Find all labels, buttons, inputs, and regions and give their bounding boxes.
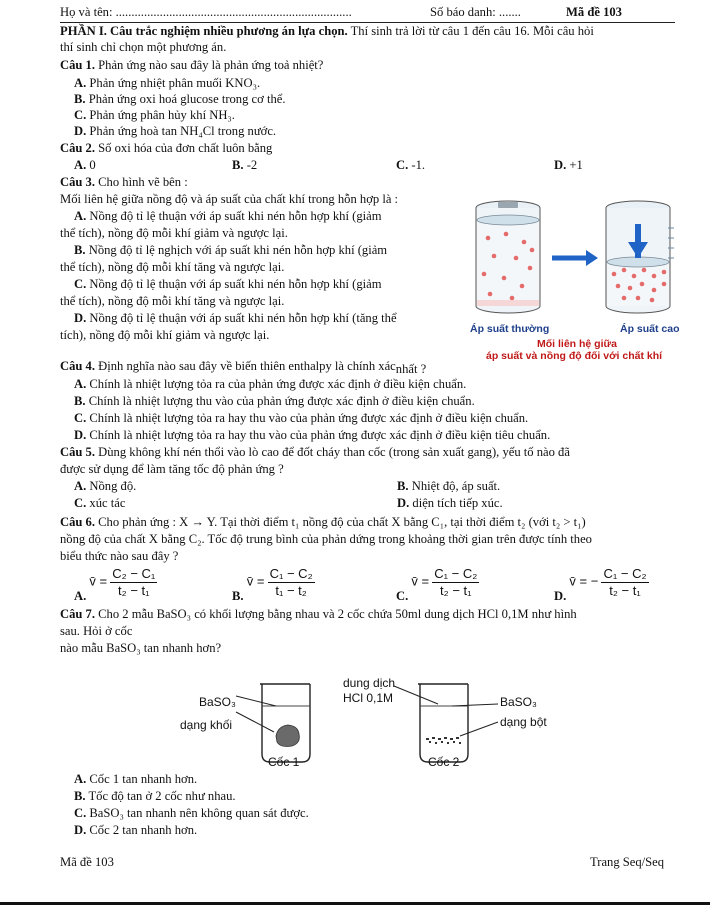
footer-exam-code: Mã đề 103 bbox=[60, 855, 114, 869]
option-text: Nồng độ tỉ lệ thuận với áp suất khi nén hỗn hợp khí (giảm bbox=[89, 209, 382, 223]
option-letter: A. bbox=[74, 158, 87, 172]
option-letter: A. bbox=[74, 377, 87, 391]
q4-option-c[interactable] bbox=[74, 411, 528, 427]
option-text: Chính là nhiệt lượng tỏa ra của phản ứng được xác định ở điều kiện chuẩn. bbox=[89, 377, 467, 391]
option-letter: A. bbox=[74, 772, 87, 786]
q6-option-a[interactable] bbox=[74, 566, 157, 603]
option-letter: C. bbox=[74, 806, 87, 820]
part1-heading bbox=[60, 24, 594, 40]
numerator: C₁ − C₂ bbox=[432, 566, 479, 583]
option-letter: A. bbox=[74, 479, 87, 493]
fig-label-hcl: HCl 0,1M bbox=[343, 691, 394, 705]
q4-stem bbox=[60, 359, 426, 375]
q3-text: Cho hình vẽ bên : bbox=[95, 175, 188, 189]
q6-option-d[interactable] bbox=[554, 566, 649, 603]
q5-text: Dùng không khí nén thổi vào lò cao để đốt cháy than cốc (trong sản xuất gang), yếu tố nào đã bbox=[95, 445, 570, 459]
fig-label-baso3-left: BaSO₃ bbox=[199, 695, 236, 709]
q6-text: Cho phản ứng : X → Y. Tại thời điểm t₁ nồng độ của chất X bằng C₁, tại thời điểm t₂ (với t₂ > t₁) bbox=[95, 515, 586, 529]
cylinder-high-pressure bbox=[606, 201, 674, 313]
option-text: -1. bbox=[411, 158, 426, 172]
q6-option-b[interactable] bbox=[232, 566, 315, 603]
option-text: Phản ứng oxi hoá glucose trong cơ thể. bbox=[88, 92, 286, 106]
option-letter: D. bbox=[74, 311, 87, 325]
denominator: t₂ − t₁ bbox=[118, 583, 150, 599]
q6-stem bbox=[60, 515, 586, 531]
q7-option-c[interactable] bbox=[74, 806, 309, 822]
option-text: +1 bbox=[569, 158, 583, 172]
beaker-2 bbox=[394, 684, 498, 762]
option-letter: B. bbox=[74, 789, 86, 803]
formula-fraction bbox=[432, 566, 479, 600]
denominator: t₂ − t₁ bbox=[609, 583, 641, 599]
edge-ring-decoration bbox=[696, 110, 710, 158]
option-letter: B. bbox=[74, 92, 86, 106]
formula-vbar: v̄ = bbox=[89, 573, 108, 589]
option-text: Phản ứng nhiệt phân muối KNO₃. bbox=[89, 76, 261, 90]
numerator: C₁ − C₂ bbox=[601, 566, 648, 583]
q5-option-d[interactable] bbox=[397, 496, 503, 512]
q7-option-d[interactable] bbox=[74, 823, 197, 839]
option-letter: A. bbox=[74, 209, 87, 223]
q4-text: Định nghĩa nào sau đây về biến thiên enthalpy là chính xác bbox=[95, 359, 396, 373]
q7-stem-2: sau. Hỏi ở cốc bbox=[60, 624, 133, 638]
q7-label: Câu 7. bbox=[60, 607, 95, 621]
q1-option-d[interactable] bbox=[74, 124, 276, 140]
header-divider bbox=[60, 22, 675, 23]
option-letter: B. bbox=[74, 243, 86, 257]
formula-vbar: v̄ = bbox=[246, 573, 265, 589]
option-letter: A. bbox=[74, 76, 87, 90]
option-text: Nồng độ tỉ lệ thuận với áp suất khi nén hỗn hợp khí (giảm bbox=[89, 277, 382, 291]
option-text: Nhiệt độ, áp suất. bbox=[411, 479, 501, 493]
fig-label-beaker1: Cốc 1 bbox=[268, 755, 300, 769]
q5-stem bbox=[60, 445, 570, 461]
q4-option-d[interactable] bbox=[74, 428, 550, 444]
option-letter: D. bbox=[74, 428, 87, 442]
fig-caption-line2: áp suất và nồng độ đối với chất khí bbox=[486, 350, 663, 362]
fig-label-normal-pressure: Áp suất thường bbox=[470, 323, 550, 335]
option-text: diện tích tiếp xúc. bbox=[412, 496, 503, 510]
fig-label-powder: dạng bột bbox=[500, 715, 547, 729]
q4-text-tail: nhất ? bbox=[395, 362, 427, 376]
q5-stem-2: được sử dụng để làm tăng tốc độ phản ứng ? bbox=[60, 462, 284, 476]
q2-stem bbox=[60, 141, 272, 157]
fig-label-solid: dạng khối bbox=[180, 718, 233, 732]
q3-option-a[interactable] bbox=[74, 209, 382, 225]
option-text: Nồng độ. bbox=[89, 479, 137, 493]
option-text: Phản ứng hoà tan NH₄Cl trong nước. bbox=[89, 124, 277, 138]
bottom-border bbox=[0, 902, 710, 905]
q3-option-c[interactable] bbox=[74, 277, 382, 293]
option-text: Tốc độ tan ở 2 cốc như nhau. bbox=[88, 789, 236, 803]
q3-option-d-cont: tích), nồng độ mỗi khí giảm và ngược lại. bbox=[60, 328, 270, 342]
option-text: Nồng độ tỉ lệ nghịch với áp suất khi nén hỗn hợp khí (giảm bbox=[88, 243, 388, 257]
q1-text: Phản ứng nào sau đây là phản ứng toả nhiệt? bbox=[95, 58, 324, 72]
fig-label-beaker2: Cốc 2 bbox=[428, 755, 460, 769]
q1-option-a[interactable] bbox=[74, 76, 260, 92]
part1-desc-2: thí sinh chỉ chọn một phương án. bbox=[60, 40, 227, 54]
formula-fraction bbox=[110, 566, 157, 600]
denominator: t₁ − t₂ bbox=[275, 583, 307, 599]
q3-option-b[interactable] bbox=[74, 243, 387, 259]
q7-stem-3: nào mẫu BaSO₃ tan nhanh hơn? bbox=[60, 641, 222, 655]
fig-caption-line1: Mối liên hệ giữa bbox=[537, 338, 617, 350]
option-text: 0 bbox=[89, 158, 96, 172]
option-letter: D. bbox=[74, 823, 87, 837]
option-letter: B. bbox=[232, 158, 244, 172]
q7-option-b[interactable] bbox=[74, 789, 236, 805]
fig-label-baso3-right: BaSO₃ bbox=[500, 695, 537, 709]
q3-option-a-cont: thể tích), nồng độ mỗi khí giảm và ngược lại. bbox=[60, 226, 288, 240]
option-letter: C. bbox=[74, 108, 87, 122]
q6-label: Câu 6. bbox=[60, 515, 95, 529]
q2-option-b[interactable] bbox=[232, 158, 257, 174]
option-letter: D. bbox=[554, 158, 567, 172]
q6-option-c[interactable] bbox=[396, 566, 479, 603]
formula-fraction bbox=[268, 566, 315, 600]
option-letter: C. bbox=[74, 277, 87, 291]
q7-stem bbox=[60, 607, 577, 623]
q2-label: Câu 2. bbox=[60, 141, 95, 155]
q2-option-a[interactable] bbox=[74, 158, 96, 174]
q3-question: Mối liên hệ giữa nồng độ và áp suất của chất khí trong hỗn hợp là : bbox=[60, 192, 399, 206]
numerator: C₁ − C₂ bbox=[268, 566, 315, 583]
option-letter: A. bbox=[74, 588, 87, 603]
name-field-label: Họ và tên: ........................................................................... bbox=[60, 5, 352, 19]
q3-option-d[interactable] bbox=[74, 311, 397, 327]
q3-option-b-cont: thể tích), nồng độ mỗi khí tăng và ngược lại. bbox=[60, 260, 285, 274]
option-letter: C. bbox=[396, 588, 409, 603]
footer-page-number: Trang Seq/Seq bbox=[590, 855, 665, 869]
q2-option-d[interactable] bbox=[554, 158, 583, 174]
option-text: Chính là nhiệt lượng tỏa ra hay thu vào của phản ứng được xác định ở điều kiện tiêu chuẩn. bbox=[89, 428, 551, 442]
option-letter: C. bbox=[396, 158, 409, 172]
q4-option-a[interactable] bbox=[74, 377, 466, 393]
pressure-concentration-figure bbox=[468, 198, 688, 322]
q1-stem bbox=[60, 58, 323, 74]
option-letter: B. bbox=[74, 394, 86, 408]
q7-option-a[interactable] bbox=[74, 772, 197, 788]
option-letter: D. bbox=[74, 124, 87, 138]
sbd-field-label: Số báo danh: ....... bbox=[430, 5, 521, 19]
q6-stem-3: biểu thức nào sau đây ? bbox=[60, 549, 179, 563]
q5-option-c[interactable] bbox=[74, 496, 125, 512]
option-text: Cốc 1 tan nhanh hơn. bbox=[89, 772, 198, 786]
option-text: Chính là nhiệt lượng thu vào của phản ứng được xác định ở điều kiện chuẩn. bbox=[88, 394, 475, 408]
option-text: Phản ứng phân hủy khí NH₃. bbox=[89, 108, 235, 122]
fig-label-high-pressure: Áp suất cao bbox=[620, 323, 680, 335]
option-letter: B. bbox=[232, 588, 244, 603]
formula-vbar: v̄ = bbox=[411, 573, 430, 589]
part1-desc: Thí sinh trả lời từ câu 1 đến câu 16. Mỗi câu hỏi bbox=[347, 24, 594, 38]
q5-option-a[interactable] bbox=[74, 479, 136, 495]
q6-stem-2: nồng độ của chất X bằng C₂. Tốc độ trung bình của phản dứng trong khoảng thời gian trên được tính theo bbox=[60, 532, 592, 546]
option-letter: C. bbox=[74, 496, 87, 510]
q4-option-b[interactable] bbox=[74, 394, 475, 410]
q4-label: Câu 4. bbox=[60, 359, 95, 373]
q2-text: Số oxi hóa của đơn chất luôn bằng bbox=[95, 141, 273, 155]
formula-fraction bbox=[601, 566, 648, 600]
q7-text: Cho 2 mẫu BaSO₃ có khối lượng bằng nhau và 2 cốc chứa 50ml dung dịch HCl 0,1M như hình bbox=[95, 607, 577, 621]
exam-code: Mã đề 103 bbox=[566, 5, 622, 19]
q3-option-c-cont: thể tích), nồng độ mỗi khí tăng và ngược lại. bbox=[60, 294, 285, 308]
option-text: -2 bbox=[246, 158, 258, 172]
option-text: Cốc 2 tan nhanh hơn. bbox=[89, 823, 198, 837]
option-letter: B. bbox=[397, 479, 409, 493]
q1-option-c[interactable] bbox=[74, 108, 235, 124]
q1-label: Câu 1. bbox=[60, 58, 95, 72]
q1-option-b[interactable] bbox=[74, 92, 285, 108]
option-text: BaSO₃ tan nhanh nên không quan sát được. bbox=[89, 806, 309, 820]
q5-option-b[interactable] bbox=[397, 479, 500, 495]
option-text: xúc tác bbox=[89, 496, 126, 510]
q5-label: Câu 5. bbox=[60, 445, 95, 459]
formula-vbar: v̄ = − bbox=[569, 573, 599, 589]
option-letter: D. bbox=[554, 588, 567, 603]
cylinder-normal-pressure bbox=[476, 201, 540, 313]
q3-label: Câu 3. bbox=[60, 175, 95, 189]
option-letter: C. bbox=[74, 411, 87, 425]
part1-title: PHẦN I. Câu trắc nghiệm nhiều phương án lựa chọn. bbox=[60, 24, 348, 38]
q2-option-c[interactable] bbox=[396, 158, 425, 174]
q3-stem bbox=[60, 175, 188, 191]
option-text: Nồng độ tỉ lệ thuận với áp suất khi nén hỗn hợp khí (tăng thể bbox=[89, 311, 397, 325]
option-text: Chính là nhiệt lượng tỏa ra hay thu vào của phản ứng được xác định ở điều kiện chuẩn. bbox=[89, 411, 529, 425]
denominator: t₂ − t₁ bbox=[440, 583, 472, 599]
option-letter: D. bbox=[397, 496, 410, 510]
numerator: C₂ − C₁ bbox=[110, 566, 157, 583]
fig-label-solution: dung dịch bbox=[343, 676, 396, 690]
beaker-1 bbox=[236, 684, 310, 762]
